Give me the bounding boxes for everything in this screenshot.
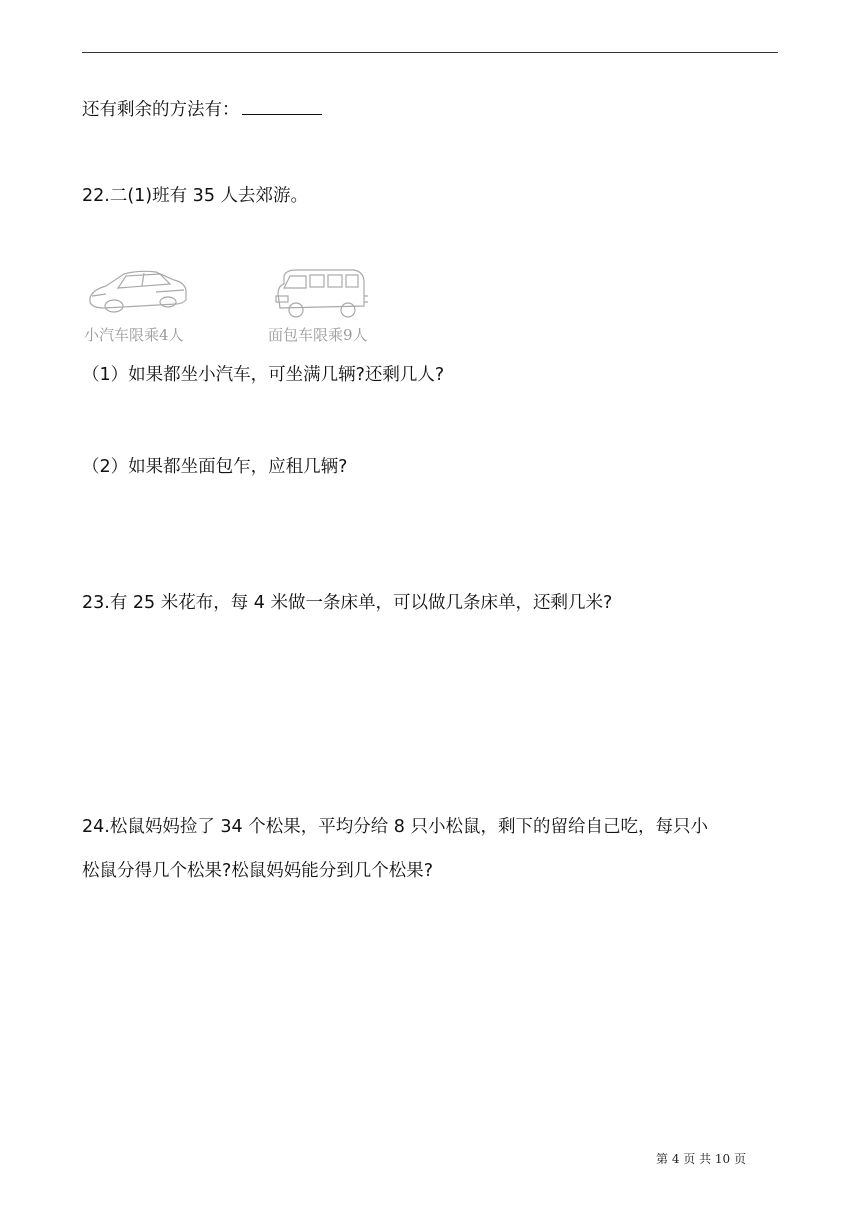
van-caption: 面包车限乘9人: [268, 326, 368, 344]
van-illustration: [270, 266, 370, 320]
remaining-methods-text: 还有剩余的方法有：: [82, 100, 240, 120]
q22-title: 22.二(1)班有 35 人去郊游。: [82, 186, 309, 206]
page-number: 第 4 页 共 10 页: [656, 1152, 746, 1166]
remaining-methods-line: [82, 97, 322, 121]
q24-line2: 松鼠分得几个松果?松鼠妈妈能分到几个松果?: [82, 861, 434, 881]
q24-line1: 24.松鼠妈妈捡了 34 个松果，平均分给 8 只小松鼠，剩下的留给自己吃，每只小: [82, 817, 708, 837]
car-illustration: [86, 262, 190, 322]
q22-part1: （1）如果都坐小汽车，可坐满几辆?还剩几人?: [82, 365, 445, 385]
q23: 23.有 25 米花布，每 4 米做一条床单，可以做几条床单，还剩几米?: [82, 593, 613, 613]
car-caption: 小汽车限乘4人: [84, 326, 184, 344]
q22-part2: （2）如果都坐面包乍，应租几辆?: [82, 457, 348, 477]
answer-blank: [242, 97, 322, 115]
header-rule: [82, 52, 778, 53]
